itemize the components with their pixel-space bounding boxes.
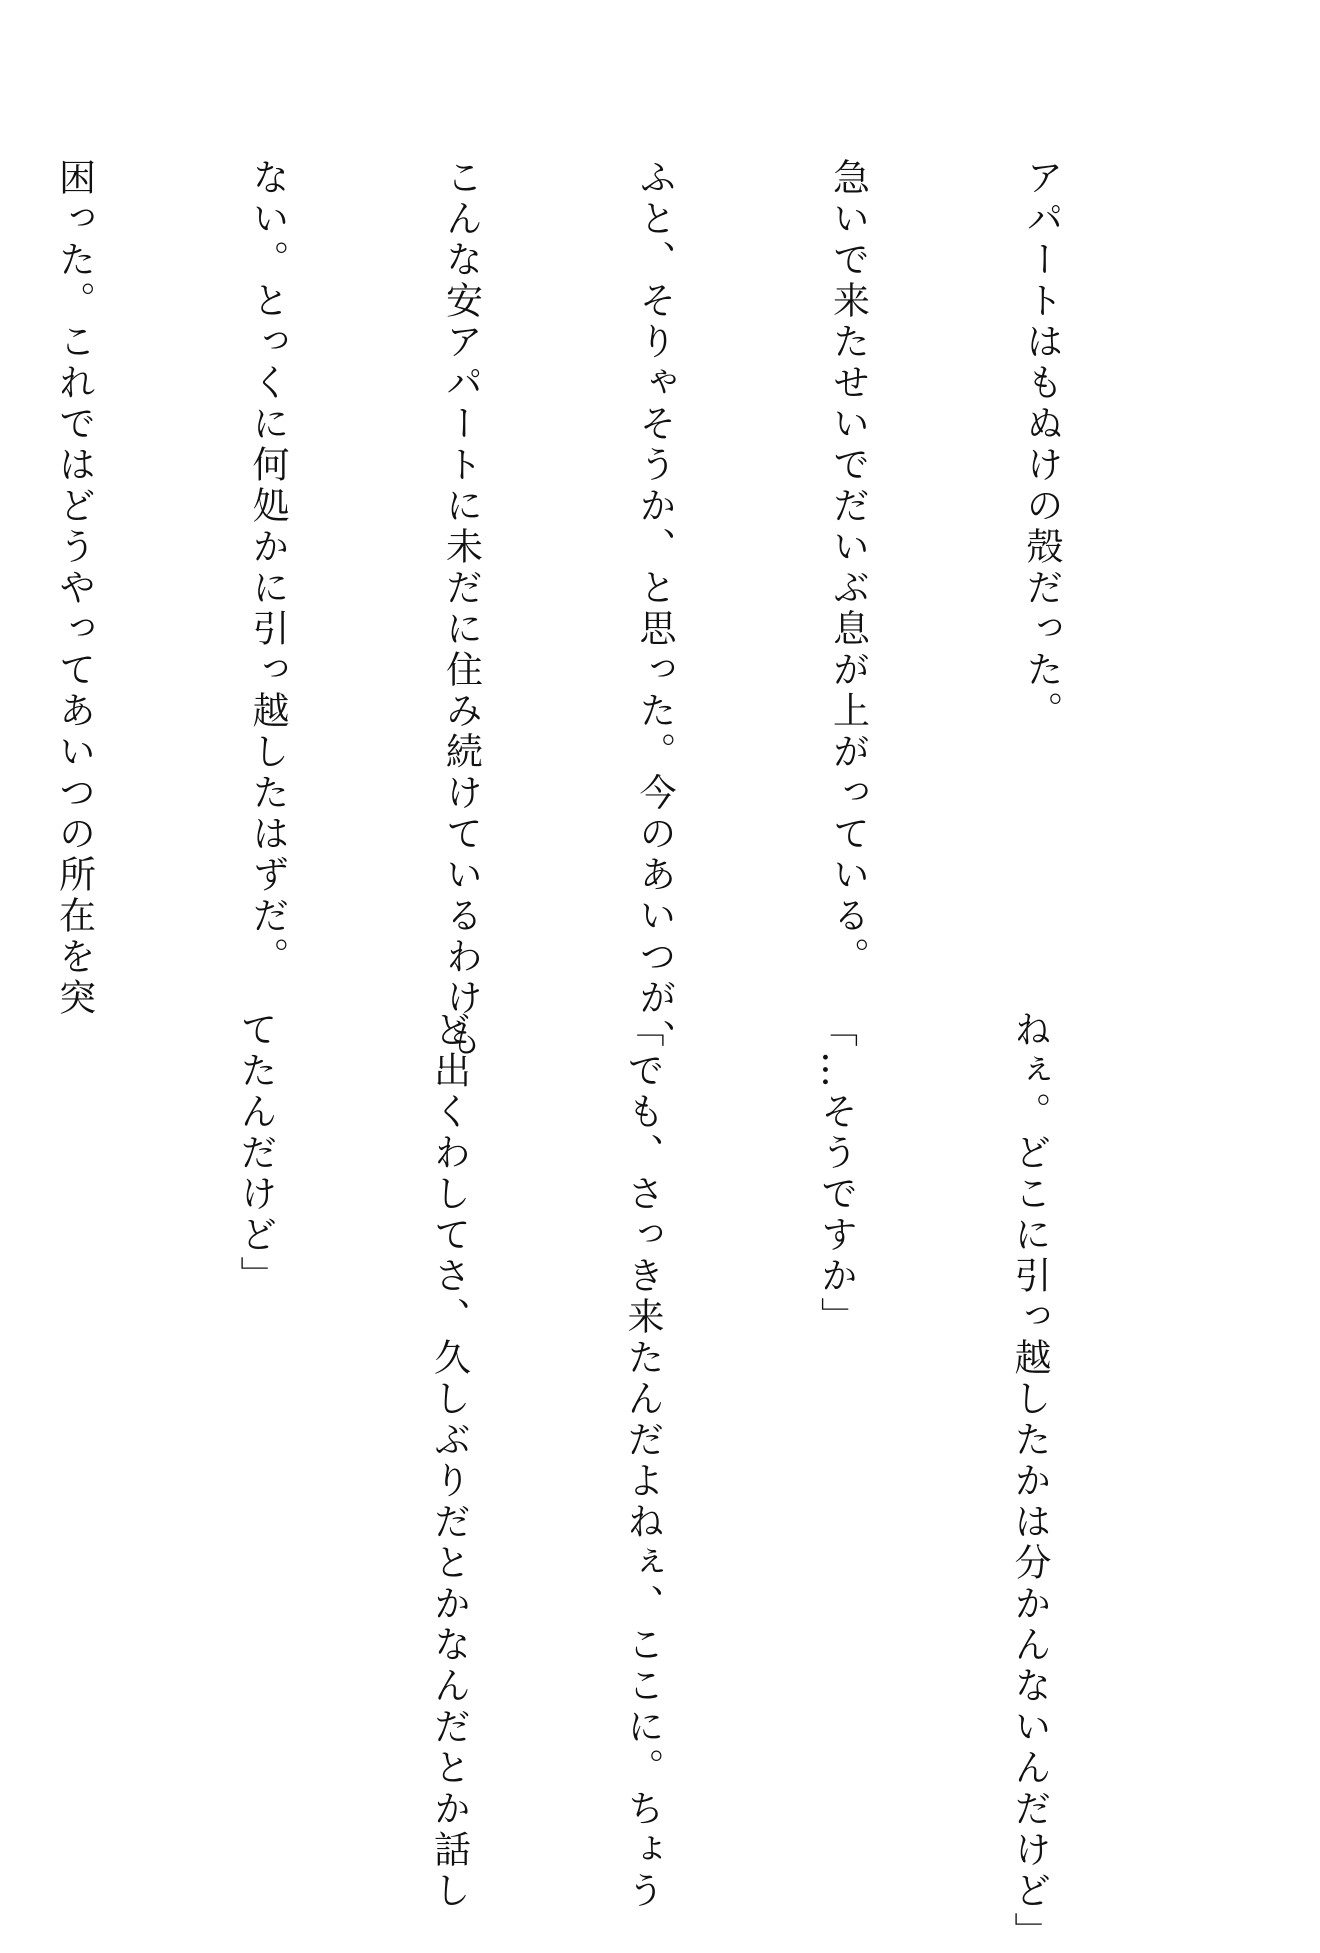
text-line: ふと、そりゃそうか、と思った。今のあいつが、 xyxy=(633,158,676,1060)
blank-line xyxy=(29,1010,94,1770)
text-line: 「…そうですか」 xyxy=(814,1010,858,1338)
text-line: 「でも、さっき来たんだよねぇ、ここに。ちょう xyxy=(621,1010,664,1912)
text-line: アパートはもぬけの殻だった。 xyxy=(1020,158,1063,732)
text-line: てたんだけど」 xyxy=(234,1010,277,1297)
lower-text-block xyxy=(0,1010,1190,1953)
text-line: ない。とっくに何処かに引っ越したはずだ。 xyxy=(246,158,289,978)
text-line: ど出くわしてさ、久しぶりだとかなんだとか話し xyxy=(427,1010,471,1912)
text-line: 困った。これではどうやってあいつの所在を突 xyxy=(52,158,96,1019)
upper-text-block xyxy=(0,158,1202,1060)
text-line: 急いで来たせいでだいぶ息が上がっている。 xyxy=(826,158,870,978)
text-line: こんな安アパートに未だに住み続けているわけも xyxy=(439,158,483,1060)
text-line: ねぇ。どこに引っ越したかは分かんないんだけど」 xyxy=(1008,1010,1051,1953)
